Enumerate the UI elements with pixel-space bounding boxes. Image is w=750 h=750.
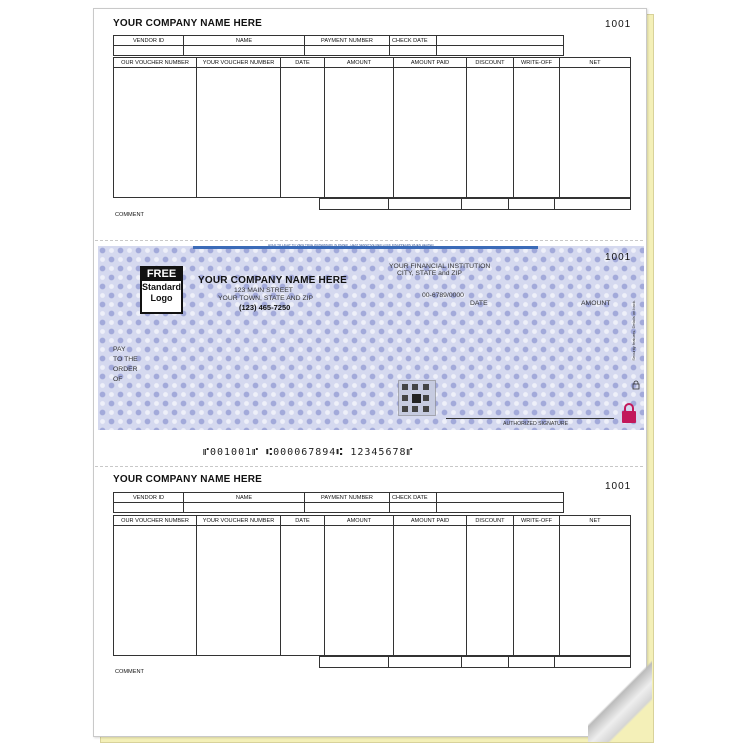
header-col-name: NAME xyxy=(184,493,305,503)
stub-top-comment-label: COMMENT xyxy=(115,212,144,218)
total-cell xyxy=(555,199,631,210)
col-write-off: WRITE-OFF xyxy=(514,516,560,526)
col-your-voucher-number: YOUR VOUCHER NUMBER xyxy=(197,58,281,68)
stub-top-totals-row xyxy=(319,198,631,210)
logo-logo-text: Logo xyxy=(150,293,173,303)
col-amount: AMOUNT xyxy=(325,516,394,526)
stub-bottom-comment-label: COMMENT xyxy=(115,669,144,675)
header-col-check-date: CHECK DATE xyxy=(390,493,437,503)
voucher-cell xyxy=(514,68,560,198)
routing-fraction: 00-6789/0000 xyxy=(422,292,464,299)
header-col-payment-number: PAYMENT NUMBER xyxy=(305,493,390,503)
voucher-cell xyxy=(560,68,631,198)
header-cell xyxy=(390,46,437,56)
security-hologram-icon xyxy=(398,380,436,416)
stub-top-company-name: YOUR COMPANY NAME HERE xyxy=(113,18,263,29)
voucher-cell xyxy=(325,68,394,198)
voucher-cell xyxy=(394,68,467,198)
security-features-side-text-box xyxy=(631,300,637,380)
stub-top-check-number: 1001 xyxy=(605,19,632,30)
header-col-name: NAME xyxy=(184,36,305,46)
voucher-cell xyxy=(114,68,197,198)
bank-city-state-zip: CITY, STATE and ZIP xyxy=(397,270,462,277)
stub-bottom-check-number: 1001 xyxy=(605,481,632,492)
total-cell xyxy=(462,657,509,668)
col-discount: DISCOUNT xyxy=(467,58,514,68)
header-cell xyxy=(114,503,184,513)
company-logo xyxy=(140,266,183,314)
header-cell xyxy=(114,46,184,56)
header-cell xyxy=(437,46,564,56)
micr-line: ⑈001001⑈ ⑆000067894⑆ 12345678⑈ xyxy=(203,447,414,458)
col-amount: AMOUNT xyxy=(325,58,394,68)
stub-bottom-voucher-table xyxy=(113,515,631,656)
col-date: DATE xyxy=(281,58,325,68)
total-cell xyxy=(389,657,462,668)
col-amount-paid: AMOUNT PAID xyxy=(394,58,467,68)
check-address-line1: 123 MAIN STREET xyxy=(234,287,293,294)
header-col-payment-number: PAYMENT NUMBER xyxy=(305,36,390,46)
logo-standard-text: Standard xyxy=(142,282,182,292)
voucher-cell xyxy=(467,68,514,198)
header-cell xyxy=(305,46,390,56)
col-our-voucher-number: OUR VOUCHER NUMBER xyxy=(114,58,197,68)
perforation-line xyxy=(95,466,643,467)
voucher-cell xyxy=(325,526,394,656)
of-label: OF xyxy=(113,376,123,383)
total-cell xyxy=(320,199,389,210)
total-cell xyxy=(389,199,462,210)
pay-label: PAY xyxy=(113,346,126,353)
stub-top-voucher-table xyxy=(113,57,631,198)
stub-top-header-table xyxy=(113,35,564,56)
voucher-cell xyxy=(514,526,560,656)
date-label: DATE xyxy=(470,300,488,307)
heat-sensitive-lock-icon xyxy=(621,402,637,424)
total-cell xyxy=(320,657,389,668)
header-cell xyxy=(184,46,305,56)
header-cell xyxy=(390,503,437,513)
col-net: NET xyxy=(560,516,631,526)
col-our-voucher-number: OUR VOUCHER NUMBER xyxy=(114,516,197,526)
total-cell xyxy=(462,199,509,210)
voucher-cell xyxy=(467,526,514,656)
signature-line xyxy=(446,418,614,419)
authorized-signature-label: AUTHORIZED SIGNATURE xyxy=(503,421,569,427)
header-cell xyxy=(437,503,564,513)
stub-bottom-company-name: YOUR COMPANY NAME HERE xyxy=(113,474,263,485)
logo-free-text: FREE xyxy=(142,268,181,281)
col-date: DATE xyxy=(281,516,325,526)
stub-bottom-totals-row xyxy=(319,656,631,668)
total-cell xyxy=(509,657,555,668)
order-label: ORDER xyxy=(113,366,138,373)
stub-bottom-header-table xyxy=(113,492,564,513)
header-col-check-date: CHECK DATE xyxy=(390,36,437,46)
bank-name: YOUR FINANCIAL INSTITUTION xyxy=(389,263,491,270)
voucher-cell xyxy=(560,526,631,656)
header-cell xyxy=(184,503,305,513)
col-amount-paid: AMOUNT PAID xyxy=(394,516,467,526)
check-company-name: YOUR COMPANY NAME HERE xyxy=(198,275,348,286)
voucher-cell xyxy=(394,526,467,656)
col-net: NET xyxy=(560,58,631,68)
header-col-vendor-id: VENDOR ID xyxy=(114,493,184,503)
voucher-cell xyxy=(281,526,325,656)
check-phone: (123) 465-7250 xyxy=(239,303,291,312)
amount-label: AMOUNT xyxy=(581,300,611,307)
header-col-blank xyxy=(437,493,564,503)
header-cell xyxy=(305,503,390,513)
col-write-off: WRITE-OFF xyxy=(514,58,560,68)
header-col-vendor-id: VENDOR ID xyxy=(114,36,184,46)
check-number: 1001 xyxy=(605,252,632,263)
col-discount: DISCOUNT xyxy=(467,516,514,526)
voucher-cell xyxy=(197,526,281,656)
security-strip-text: HOLD TO LIGHT TO VIEW TRUE WATERMARK IN PAPER · HEAT SENSITIVE RED LOCK DISAPPEARS WHEN HEATED xyxy=(268,243,434,247)
header-col-blank xyxy=(437,36,564,46)
security-features-side-text: Security features. Details on back. xyxy=(631,300,636,361)
small-lock-icon xyxy=(632,380,640,390)
check-address-line2: YOUR TOWN, STATE AND ZIP xyxy=(218,295,314,302)
page-curl xyxy=(588,648,652,742)
voucher-cell xyxy=(281,68,325,198)
voucher-cell xyxy=(114,526,197,656)
voucher-cell xyxy=(197,68,281,198)
perforation-line xyxy=(95,240,643,241)
col-your-voucher-number: YOUR VOUCHER NUMBER xyxy=(197,516,281,526)
to-the-label: TO THE xyxy=(113,356,138,363)
total-cell xyxy=(509,199,555,210)
